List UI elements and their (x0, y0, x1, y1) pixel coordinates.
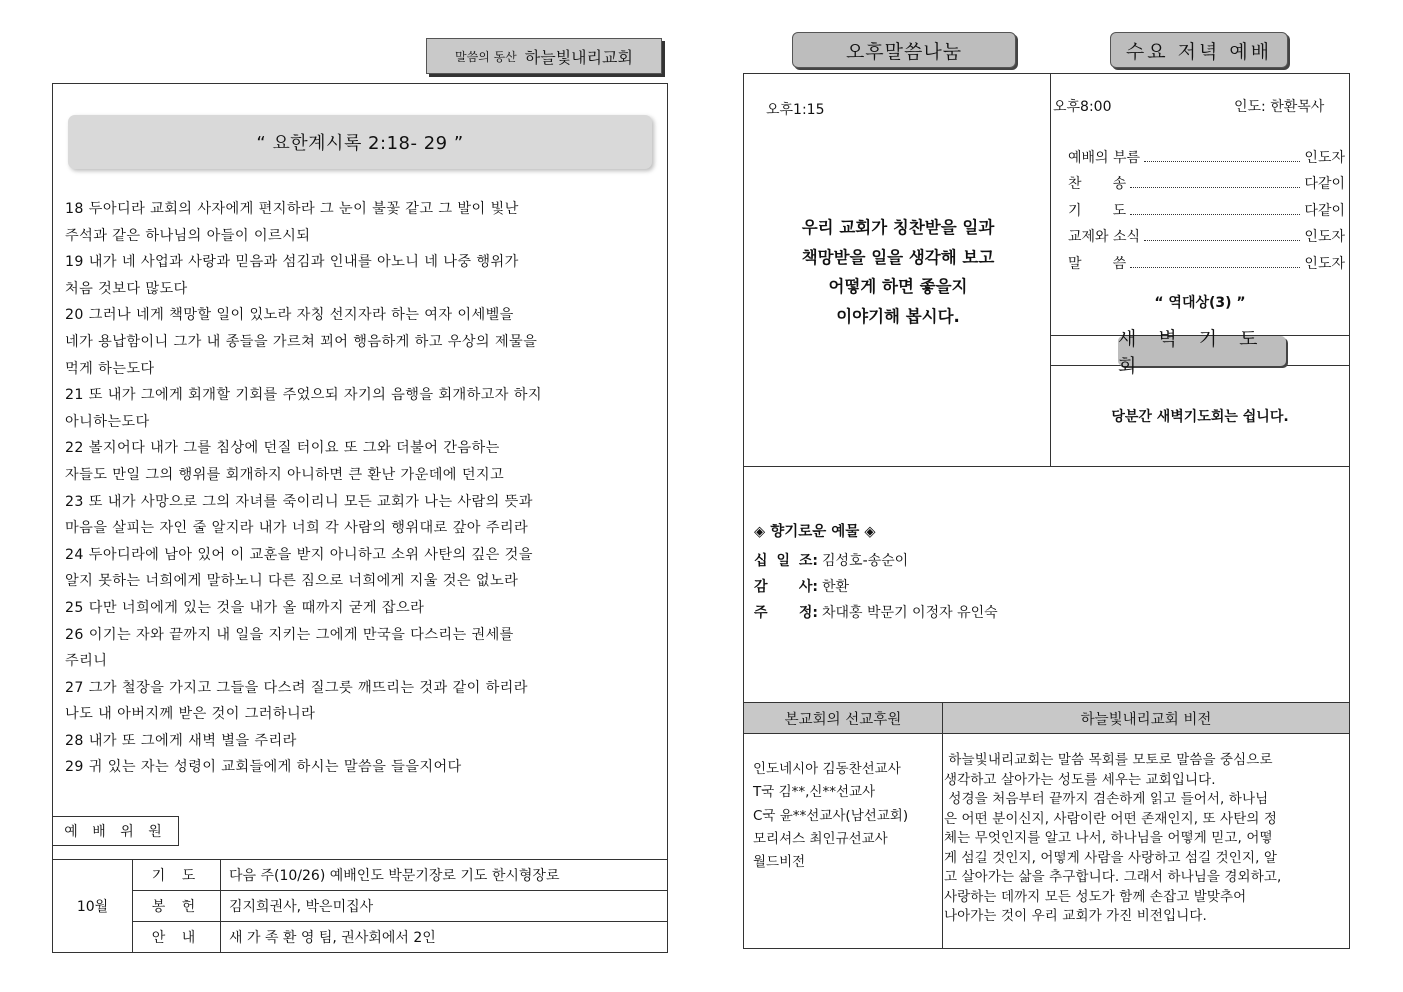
scripture-line: 27 그가 철장을 가지고 그들을 다스려 질그릇 깨뜨리는 것과 같이 하리라 (65, 679, 528, 696)
row-divider (743, 733, 1350, 734)
sermon-title: “ 역대상(3) ” (1154, 295, 1246, 311)
church-motto: 말씀의 동산 (455, 49, 517, 64)
order-value: 다같이 (1304, 202, 1345, 219)
staff-value: 다음 주(10/26) 예배인도 박문기장로 기도 한시형장로 (221, 860, 668, 891)
worship-staff-table (52, 859, 668, 953)
offering-names: 한환 (822, 579, 850, 595)
dotted-leader (1130, 267, 1300, 268)
worship-order-list (1068, 140, 1345, 273)
order-value: 인도자 (1304, 149, 1345, 166)
label-char: 사: (798, 579, 818, 595)
vision-line: 게 섬길 것인지, 어떻게 사람을 사랑하고 섬길 것인지, 알 (944, 849, 1278, 866)
church-name-badge (426, 38, 662, 74)
scripture-line: 26 이기는 자와 끝까지 내 일을 지키는 그에게 만국을 다스리는 권세를 (65, 626, 514, 643)
order-value: 다같이 (1304, 176, 1345, 192)
order-value: 인도자 (1304, 255, 1345, 272)
message-line: 우리 교회가 칭찬받을 일과 (801, 218, 995, 237)
worship-staff-label: 예 배 위 원 (52, 816, 179, 846)
vision-line: 은 어떤 분이신지, 사람이란 어떤 존재인지, 또 사탄의 정 (944, 810, 1278, 827)
scripture-title: “ 요한계시록 2:18- 29 ” (68, 115, 652, 169)
list-item (1068, 167, 1345, 194)
staff-value: 김지희권사, 박은미집사 (221, 891, 668, 922)
scripture-line: 21 또 내가 그에게 회개할 기회를 주었으되 자기의 음행을 회개하고자 하지 (65, 387, 543, 404)
vision-line: 생각하고 살아가는 성도를 세우는 교회입니다. (944, 771, 1216, 788)
vision-line: 체는 무엇인지를 알고 나서, 하나님을 어떻게 믿고, 어떻 (944, 830, 1273, 846)
label-char: 정: (798, 605, 818, 621)
church-vision-header: 하늘빛내리교회 비전 (943, 703, 1349, 733)
scripture-text (65, 196, 655, 781)
message-line: 어떻게 하면 좋을지 (828, 277, 968, 296)
dawn-prayer-notice: 당분간 새벽기도회는 쉽니다. (1111, 409, 1289, 425)
offering-names: 김성호-송순이 (822, 553, 909, 569)
dotted-leader (1130, 187, 1300, 188)
message-line: 이야기해 봅시다. (836, 306, 960, 326)
staff-role: 안 내 (133, 922, 221, 953)
label-char: 감 (754, 579, 768, 595)
scripture-line: 처음 것보다 많도다 (65, 280, 188, 297)
scripture-line: 28 내가 또 그에게 새벽 별을 주리라 (65, 732, 297, 749)
scripture-line: 24 두아디라에 남아 있어 이 교훈을 받지 아니하고 소위 사탄의 깊은 것을 (65, 546, 533, 563)
offering-row (754, 576, 849, 596)
afternoon-time: 오후1:15 (766, 102, 825, 118)
list-item: 모리셔스 최인규선교사 (753, 830, 888, 847)
scripture-line: 네가 용납함이니 그가 내 종들을 가르쳐 꾀어 행음하게 하고 우상의 제물을 (65, 333, 538, 350)
order-name: 말 씀 (1068, 255, 1127, 272)
list-item: 인도네시아 김동찬선교사 (753, 761, 901, 777)
message-line: 책망받을 일을 생각해 보고 (801, 247, 995, 267)
vision-line: 고 살아가는 삶을 추구합니다. 그래서 하나님을 경외하고, (944, 869, 1282, 885)
row-divider (743, 466, 1350, 467)
list-item (1068, 246, 1345, 273)
staff-month: 10월 (53, 860, 133, 953)
scripture-line: 22 볼지어다 내가 그를 침상에 던질 터이요 또 그와 더불어 간음하는 (65, 440, 500, 457)
scripture-line: 아니하는도다 (65, 413, 150, 430)
wednesday-service-tab: 수요 저녁 예배 (1110, 32, 1288, 68)
list-item (1068, 193, 1345, 220)
order-name: 기 도 (1068, 202, 1127, 219)
staff-role: 기 도 (133, 860, 221, 891)
table-row (53, 891, 668, 922)
list-item (1068, 220, 1345, 247)
scripture-line: 20 그러나 네게 책망할 일이 있노라 자칭 선지자라 하는 여자 이세벨을 (65, 307, 514, 324)
dotted-leader (1144, 161, 1300, 162)
church-name: 하늘빛내리교회 (524, 47, 633, 67)
scripture-line: 18 두아디라 교회의 사자에게 편지하라 그 눈이 불꽃 같고 그 발이 빛난 (65, 201, 519, 217)
column-divider (942, 702, 943, 949)
order-name: 찬 송 (1068, 176, 1127, 192)
scripture-line: 주리니 (65, 653, 108, 670)
dotted-leader (1144, 240, 1300, 241)
scripture-line: 알지 못하는 너희에게 말하노니 다른 짐으로 너희에게 지울 것은 없노라 (65, 573, 519, 590)
afternoon-message (760, 213, 1036, 331)
offering-row (754, 602, 998, 622)
vision-line: 사랑하는 데까지 모든 성도가 함께 손잡고 발맞추어 (944, 888, 1247, 905)
mission-support-header: 본교회의 선교후원 (744, 703, 942, 733)
scripture-line: 25 다만 너희에게 있는 것을 내가 올 때까지 굳게 잡으라 (65, 599, 425, 616)
dawn-prayer-badge: 새 벽 기 도 회 (1118, 336, 1286, 366)
offering-label (754, 550, 820, 570)
scripture-line: 자들도 만일 그의 행위를 회개하지 아니하면 큰 환난 가운데에 던지고 (65, 466, 505, 483)
wednesday-time: 오후8:00 (1053, 99, 1112, 115)
staff-role: 봉 헌 (133, 891, 221, 922)
offering-names: 차대홍 박문기 이정자 유인숙 (822, 605, 998, 621)
vision-line: 나아가는 것이 우리 교회가 가진 비전입니다. (944, 908, 1207, 924)
scripture-line: 23 또 내가 사망으로 그의 자녀를 죽이리니 모든 교회가 나는 사람의 뜻과 (65, 493, 533, 510)
list-item (1068, 140, 1345, 167)
list-item: C국 윤**선교사(남선교회) (753, 807, 909, 824)
scripture-line: 나도 내 아버지께 받은 것이 그러하니라 (65, 706, 316, 723)
offering-label (754, 576, 820, 596)
table-row (53, 922, 668, 953)
staff-value: 새 가 족 환 영 팀, 권사회에서 2인 (221, 922, 668, 953)
offering-title: ◈ 향기로운 예물 ◈ (754, 524, 876, 540)
order-name: 교제와 소식 (1068, 229, 1141, 245)
label-char: 조: (798, 553, 818, 569)
label-char: 일 (776, 553, 790, 569)
scripture-line: 29 귀 있는 자는 성령이 교회들에게 하시는 말씀을 들을지어다 (65, 759, 462, 776)
scripture-line: 19 내가 네 사업과 사랑과 믿음과 섬김과 인내를 아노니 네 나중 행위가 (65, 254, 519, 271)
afternoon-sharing-tab: 오후말씀나눔 (792, 32, 1016, 68)
vision-line: 하늘빛내리교회는 말씀 목회를 모토로 말씀을 중심으로 (944, 752, 1273, 768)
order-name: 예배의 부름 (1068, 149, 1141, 166)
label-char: 십 (754, 553, 768, 569)
vision-text (944, 751, 1348, 927)
list-item: T국 김**,신**선교사 (753, 784, 876, 801)
dotted-leader (1130, 214, 1300, 215)
wednesday-leader: 인도: 한환목사 (1234, 99, 1325, 115)
scripture-line: 주석과 같은 하나님의 아들이 이르시되 (65, 227, 311, 244)
list-item: 월드비전 (753, 854, 806, 871)
table-row (53, 860, 668, 891)
mission-list (753, 758, 908, 874)
vision-line: 성경을 처음부터 끝까지 겸손하게 읽고 들어서, 하나님 (944, 791, 1269, 807)
offering-label (754, 602, 820, 622)
offering-row (754, 550, 908, 570)
scripture-line: 먹게 하는도다 (65, 360, 155, 377)
order-value: 인도자 (1304, 229, 1345, 245)
scripture-line: 마음을 살피는 자인 줄 알지라 내가 너희 각 사람의 행위대로 갚아 주리라 (65, 520, 529, 537)
label-char: 주 (754, 605, 768, 621)
